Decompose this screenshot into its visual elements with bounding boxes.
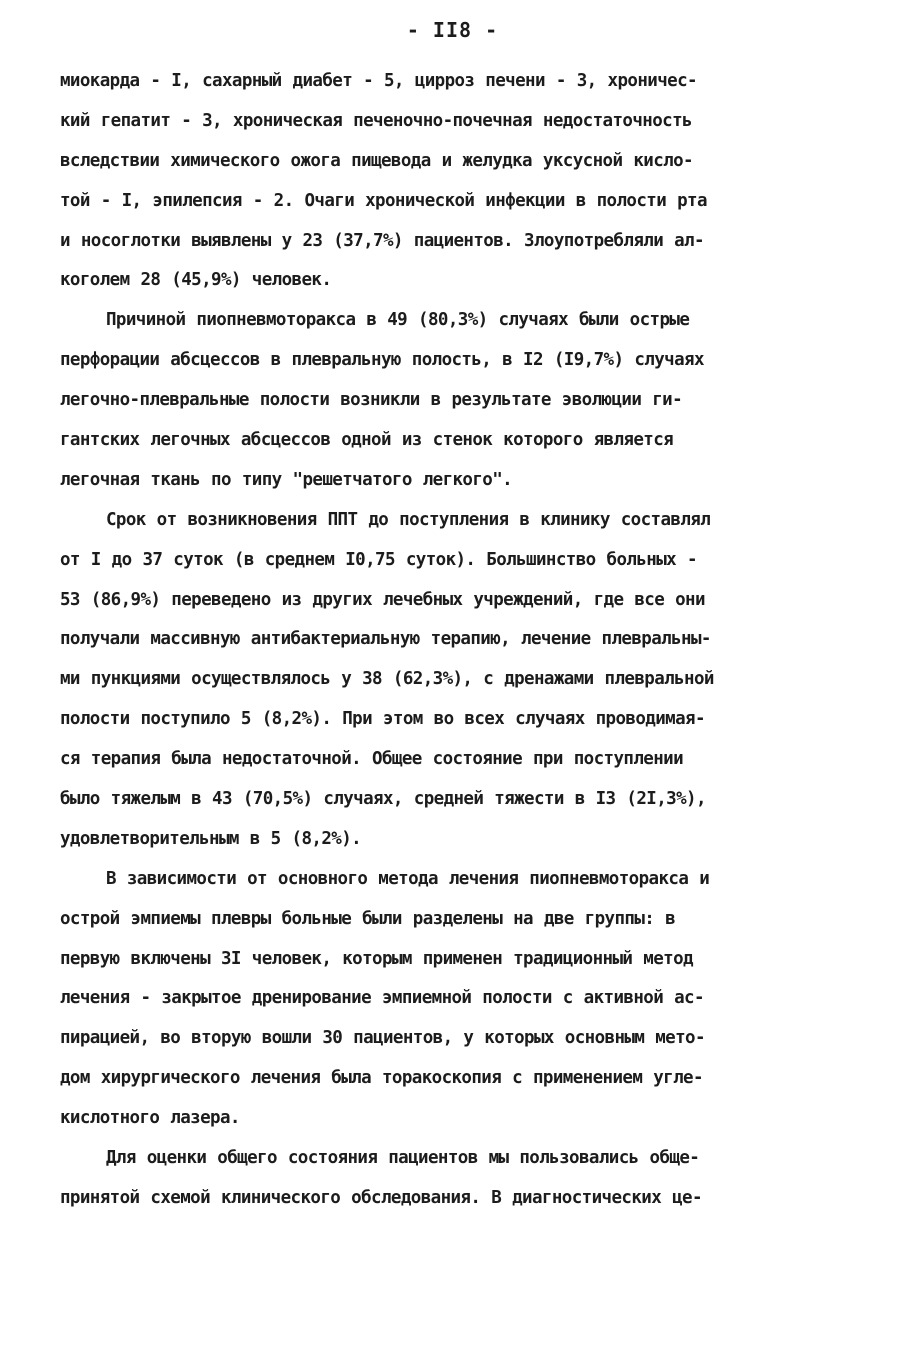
text-line-content: той - I, эпилепсия - 2. Очаги хронической инфекции в полости рта	[60, 190, 707, 211]
text-line	[60, 1179, 860, 1219]
text-line	[60, 740, 860, 780]
text-line-content: дом хирургического лечения была торакоскопия с применением угле-	[60, 1068, 703, 1089]
text-line	[60, 700, 860, 740]
text-line	[60, 261, 860, 301]
text-line	[60, 940, 860, 980]
text-line-content: ся терапия была недостаточной. Общее состояние при поступлении	[60, 749, 684, 770]
text-line	[60, 102, 860, 142]
text-line-content: первую включены 3I человек, которым применен традиционный метод	[60, 948, 693, 969]
text-line-content: пирацией, во вторую вошли 30 пациентов, у которых основным мето-	[60, 1028, 705, 1049]
text-line-content: Срок от возникновения ППТ до поступления в клинику составлял	[106, 509, 711, 530]
text-line	[60, 1019, 860, 1059]
text-line-content: полости поступило 5 (8,2%). При этом во всех случаях проводимая-	[60, 709, 705, 730]
text-line-content: коголем 28 (45,9%) человек.	[60, 270, 332, 291]
text-line	[60, 780, 860, 820]
text-line	[60, 301, 860, 341]
text-line-content: острой эмпиемы плевры больные были разделены на две группы: в	[60, 908, 676, 929]
text-line-content: гантских легочных абсцессов одной из стенок которого является	[60, 430, 674, 451]
text-line-content: 53 (86,9%) переведено из других лечебных учреждений, где все они	[60, 589, 705, 610]
text-line-content: перфорации абсцессов в плевральную полость, в I2 (I9,7%) случаях	[60, 350, 704, 371]
text-line-content: легочно-плевральные полости возникли в результате эволюции ги-	[60, 390, 683, 411]
text-line-content: миокарда - I, сахарный диабет - 5, цирроз печени - 3, хроничес-	[60, 71, 697, 91]
text-line-content: было тяжелым в 43 (70,5%) случаях, средней тяжести в I3 (2I,3%),	[60, 789, 706, 810]
text-line-content: получали массивную антибактериальную терапию, лечение плевральны-	[60, 629, 711, 650]
text-line	[60, 501, 860, 541]
text-line-content: Для оценки общего состояния пациентов мы пользовались обще-	[106, 1148, 700, 1169]
body-text	[60, 62, 860, 1219]
text-line-content: Причиной пиопневмоторакса в 49 (80,3%) случаях были острые	[106, 310, 690, 331]
text-line	[60, 620, 860, 660]
text-line	[60, 660, 860, 700]
text-line-content: кий гепатит - 3, хроническая печеночно-почечная недостаточность	[60, 110, 692, 131]
text-line	[60, 461, 860, 501]
text-line	[60, 182, 860, 222]
text-line-content: от I до 37 суток (в среднем I0,75 суток). Большинство больных -	[60, 549, 697, 570]
text-line-content: В зависимости от основного метода лечения пиопневмоторакса и	[106, 868, 710, 889]
text-line-content: и носоглотки выявлены у 23 (37,7%) пациентов. Злоупотребляли ал-	[60, 230, 704, 251]
text-line-content: кислотного лазера.	[60, 1108, 240, 1129]
text-line	[60, 900, 860, 940]
text-line	[60, 581, 860, 621]
text-line-content: ми пункциями осуществлялось у 38 (62,3%), с дренажами плевральной	[60, 669, 714, 690]
text-line	[60, 421, 860, 461]
text-line	[60, 820, 860, 860]
text-line	[60, 142, 860, 182]
text-line	[60, 341, 860, 381]
text-line	[60, 979, 860, 1019]
text-line-content: вследствии химического ожога пищевода и желудка уксусной кисло-	[60, 150, 693, 171]
text-line	[60, 1059, 860, 1099]
text-line	[60, 62, 860, 102]
text-line	[60, 222, 860, 262]
text-line	[60, 1099, 860, 1139]
text-line-content: легочная ткань по типу "решетчатого легкого".	[60, 469, 513, 490]
text-line	[60, 1139, 860, 1179]
text-line	[60, 381, 860, 421]
text-line	[60, 860, 860, 900]
text-line-content: удовлетворительным в 5 (8,2%).	[60, 828, 362, 849]
text-line-content: принятой схемой клинического обследования. В диагностических це-	[60, 1187, 702, 1208]
text-line-content: лечения - закрытое дренирование эмпиемной полости с активной ас-	[60, 988, 704, 1009]
text-line	[60, 541, 860, 581]
page-number: - II8 -	[406, 18, 499, 42]
